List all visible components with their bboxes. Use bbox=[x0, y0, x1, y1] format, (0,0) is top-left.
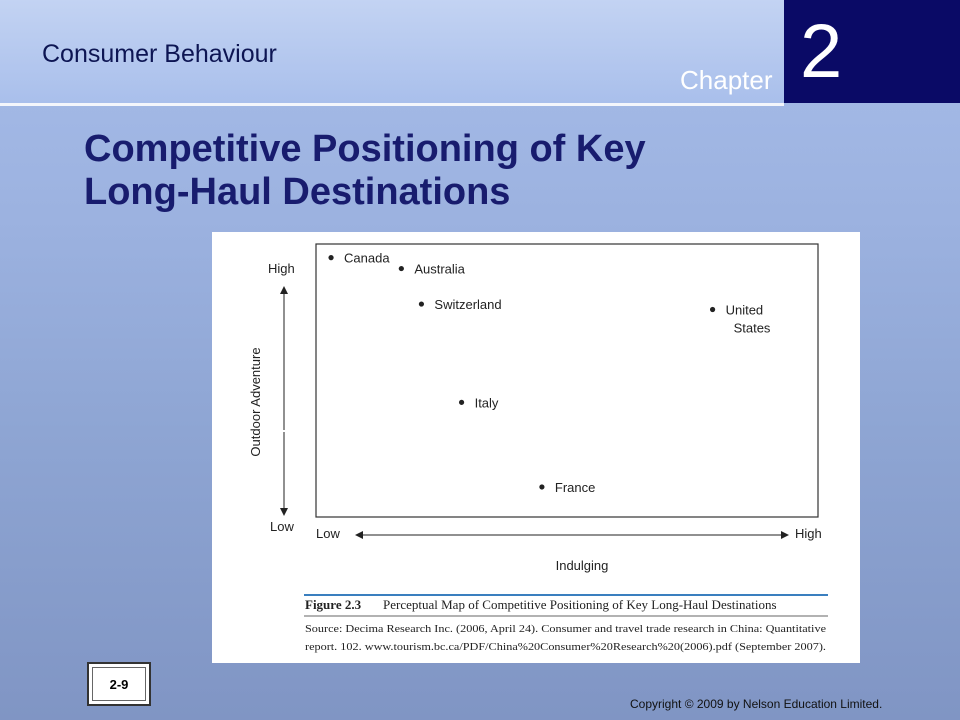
data-point-switzerland bbox=[419, 301, 424, 306]
plot-frame bbox=[316, 244, 818, 517]
y-axis-label: Outdoor Adventure bbox=[248, 347, 263, 457]
slide-title bbox=[84, 128, 764, 214]
figure-source-line-2: report. 102. www.tourism.bc.ca/PDF/China%20Consumer%20Research%20(2006).pdf (September 2007). bbox=[305, 641, 827, 653]
course-title: Consumer Behaviour bbox=[42, 40, 277, 68]
data-label-united-states-line-2: States bbox=[733, 320, 771, 336]
data-label-australia: Australia bbox=[414, 261, 465, 277]
chapter-number: 2 bbox=[800, 9, 843, 94]
figure-source-line-1: Source: Decima Research Inc. (2006, April 24). Consumer and travel trade research in China: Quantitative bbox=[305, 623, 827, 635]
data-label-switzerland: Switzerland bbox=[434, 297, 502, 313]
copyright-notice: Copyright © 2009 by Nelson Education Limited. bbox=[630, 697, 883, 711]
slide-title-line-1: Competitive Positioning of Key bbox=[84, 128, 646, 170]
data-point-australia bbox=[399, 266, 404, 271]
figure-panel bbox=[212, 232, 860, 663]
chapter-label: Chapter bbox=[680, 65, 773, 95]
y-low-label: Low bbox=[270, 519, 294, 534]
data-label-canada: Canada bbox=[344, 250, 390, 266]
data-point-italy bbox=[459, 400, 464, 405]
x-low-label: Low bbox=[316, 526, 340, 541]
slide-number: 2-9 bbox=[109, 677, 129, 692]
header-divider bbox=[0, 103, 784, 106]
data-label-italy: Italy bbox=[474, 395, 499, 411]
perceptual-map-chart bbox=[212, 232, 860, 663]
x-axis-label: Indulging bbox=[555, 558, 609, 573]
data-point-canada bbox=[328, 255, 333, 260]
slide-title-line-2: Long-Haul Destinations bbox=[84, 171, 511, 213]
y-high-label: High bbox=[268, 261, 295, 276]
figure-caption-label: Figure 2.3 bbox=[305, 597, 362, 612]
data-point-france bbox=[539, 484, 544, 489]
data-point-united-states bbox=[710, 307, 715, 312]
slide-number-box bbox=[87, 662, 151, 706]
figure-caption-title: Perceptual Map of Competitive Positioning of Key Long-Haul Destinations bbox=[383, 597, 777, 612]
x-high-label: High bbox=[795, 526, 822, 541]
data-label-france: France bbox=[554, 479, 596, 495]
points-layer bbox=[328, 251, 770, 495]
data-label-united-states-line-1: United bbox=[725, 302, 764, 318]
